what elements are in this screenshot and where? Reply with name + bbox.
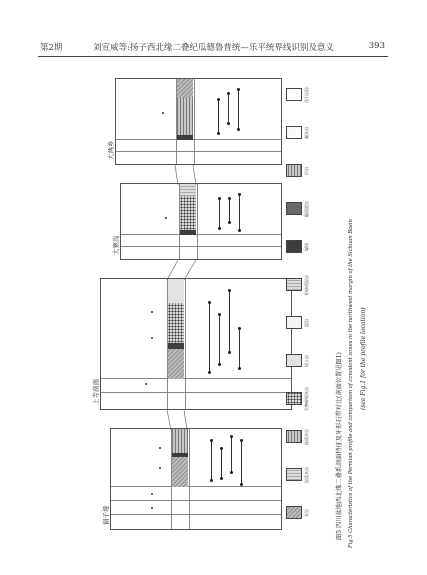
legend-swatch <box>286 89 302 102</box>
correlation-line <box>184 410 187 430</box>
figure-5 <box>80 70 320 550</box>
article-title: 刘宣威等:扬子西北缘二叠纪瓜德鲁普统—乐平统界线识别及意义 <box>93 43 334 53</box>
legend-swatch <box>286 507 302 520</box>
correlation-line <box>167 260 178 280</box>
legend-swatch <box>286 165 302 178</box>
legend-item <box>286 116 309 150</box>
legend-label: 粉砂质泥岩 <box>304 275 309 295</box>
legend-label: 化石层位 <box>304 87 309 103</box>
issue-number: 第2期 <box>40 43 63 53</box>
legend-swatch <box>286 431 302 444</box>
legend-item <box>286 344 309 378</box>
legend-label: 泥质灰岩 <box>304 467 309 483</box>
legend-swatch <box>286 241 302 254</box>
caption-chinese: 图5 四川盆地西北缘二叠系剖面特征及牙形石带对比(剖面位置见图1) <box>336 352 343 540</box>
panel-title: 上寺剖面 <box>92 379 100 405</box>
legend-label: 煤线 <box>304 243 309 251</box>
legend-item <box>286 230 309 264</box>
legend-item <box>286 154 309 188</box>
caption-english-note: (see Fig.1 for the profile location) <box>360 307 367 410</box>
legend-label: 泥岩 <box>304 319 309 327</box>
legend-label: 页岩 <box>304 167 309 175</box>
panel-title: 窗子垭 <box>102 505 110 525</box>
page-number: 393 <box>368 41 385 51</box>
correlation-line <box>184 260 196 280</box>
legend-item <box>286 306 309 340</box>
correlation-line <box>175 165 178 185</box>
legend-label: 硅质灰岩 <box>304 429 309 445</box>
legend-swatch <box>286 279 302 292</box>
legend-label: 灰岩 <box>304 509 309 517</box>
legend-swatch <box>286 355 302 368</box>
legend-item <box>286 78 309 112</box>
legend-item <box>286 192 309 226</box>
legend-item <box>286 268 309 302</box>
legend-swatch <box>286 317 302 330</box>
figure-drawing <box>80 70 320 550</box>
legend-item <box>286 458 309 492</box>
legend-label: 凝灰岩 <box>304 127 309 139</box>
legend-swatch <box>286 469 302 482</box>
legend-swatch <box>286 127 302 140</box>
caption-english: Fig.5 Characteristics of the Permian profile and comparison of conodont zones in the northwest margin of the Sichuan Basin <box>348 219 354 548</box>
panel-title: 大寨沟 <box>112 235 120 255</box>
legend-swatch <box>286 203 302 216</box>
legend-label: 碳质泥岩 <box>304 201 309 217</box>
panel-title: 大两乡 <box>107 140 115 160</box>
header-rule <box>38 56 388 57</box>
legend-label: 生物碎屑灰岩 <box>304 387 309 411</box>
legend-item <box>286 382 309 416</box>
legend-item <box>286 420 309 454</box>
correlation-line <box>167 410 171 430</box>
correlation-line <box>193 165 196 185</box>
legend-item <box>286 496 309 530</box>
legend-swatch <box>286 393 302 406</box>
correlation-lines <box>80 70 320 550</box>
legend-label: 铝土岩 <box>304 355 309 367</box>
